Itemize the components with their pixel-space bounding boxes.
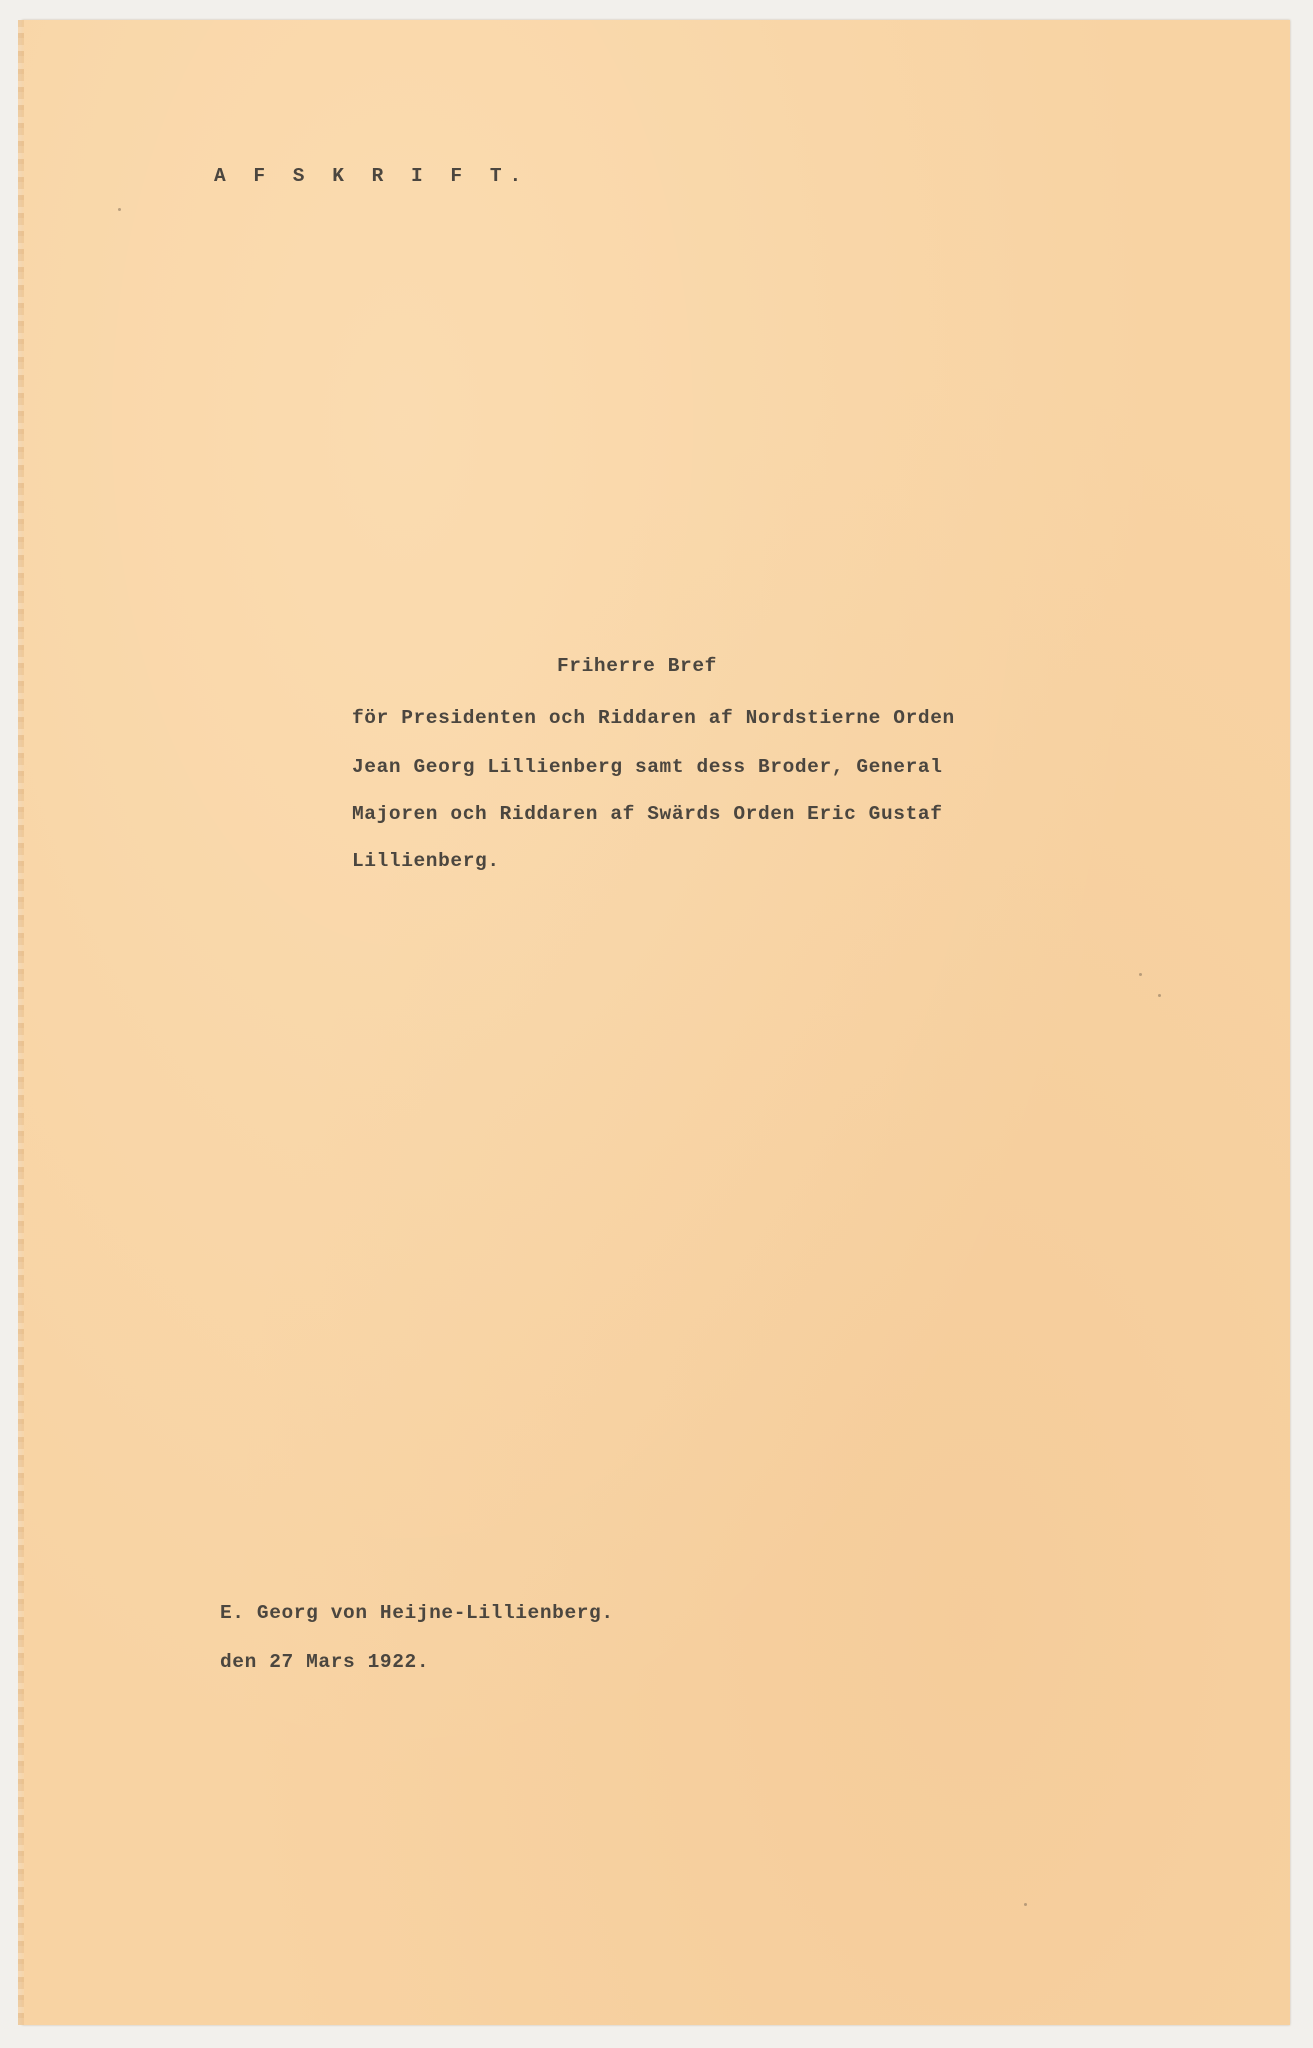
body-line: Jean Georg Lillienberg samt dess Broder, General <box>352 756 943 778</box>
paper-speck <box>118 208 121 211</box>
body-line: för Presidenten och Riddaren af Nordstierne Orden <box>352 707 955 729</box>
document-page <box>22 20 1290 2025</box>
body-line: Majoren och Riddaren af Swärds Orden Eric Gustaf <box>352 803 943 825</box>
paper-speck <box>1024 1903 1027 1906</box>
document-heading: A F S K R I F T. <box>214 165 530 187</box>
paper-speck <box>1158 994 1161 997</box>
paper-speck <box>1139 973 1142 976</box>
body-line: Lillienberg. <box>352 850 500 872</box>
document-title: Friherre Bref <box>557 655 717 677</box>
signature-line: E. Georg von Heijne-Lillienberg. <box>220 1602 614 1624</box>
date-line: den 27 Mars 1922. <box>220 1651 430 1673</box>
